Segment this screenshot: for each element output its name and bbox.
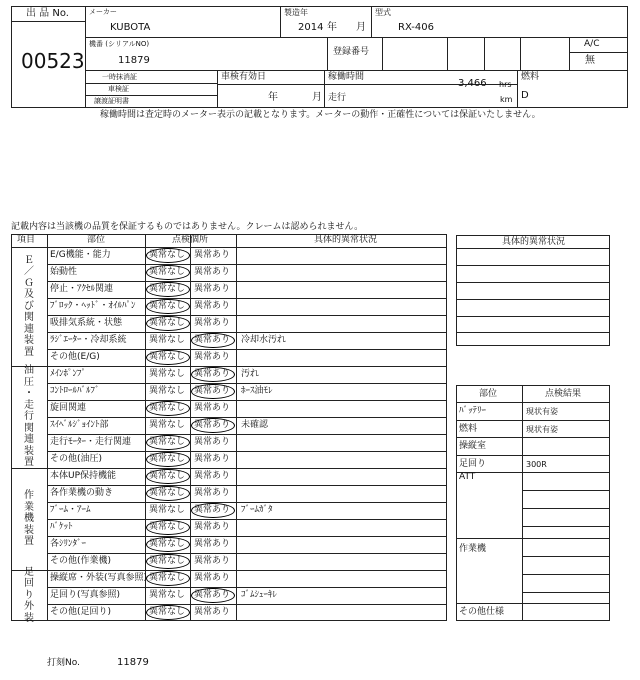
month-unit: 月 — [356, 22, 366, 33]
selection-circle — [191, 367, 235, 382]
selection-circle — [191, 384, 235, 399]
ng-option[interactable]: 異常あり — [194, 369, 231, 379]
ok-option[interactable]: 異常なし — [149, 335, 186, 345]
part-label: E/G機能・能力 — [50, 250, 111, 260]
ok-option[interactable]: 異常なし — [149, 352, 186, 362]
ng-option[interactable]: 異常あり — [194, 335, 231, 345]
selection-circle — [146, 452, 190, 467]
selection-circle — [191, 588, 235, 603]
ng-option[interactable]: 異常あり — [194, 420, 231, 430]
serial-label: 機番 (シリアルNO) — [89, 40, 150, 48]
selection-circle — [146, 486, 190, 501]
part-label: 各ｼﾘﾝﾀﾞｰ — [50, 539, 87, 549]
maker-value: KUBOTA — [110, 22, 151, 33]
part-label: 旋回関連 — [50, 403, 87, 413]
detail-box — [456, 235, 610, 346]
ac-value: 無 — [585, 55, 595, 66]
fuel-label: 燃料 — [521, 72, 540, 82]
temp-cert-label: 一時抹消証 — [102, 73, 137, 81]
lot-number: 00523 — [21, 49, 85, 73]
ok-option[interactable]: 異常なし — [149, 284, 186, 294]
detail-text: ﾎｰｽ油ﾓﾚ — [241, 386, 273, 396]
part-label: ﾌﾞﾛｯｸ・ﾍｯﾄﾞ・ｵｲﾙﾊﾟﾝ — [50, 301, 136, 311]
ng-option[interactable]: 異常あり — [194, 318, 231, 328]
ok-option[interactable]: 異常なし — [149, 318, 186, 328]
result-value: 300R — [526, 459, 547, 469]
selection-circle — [191, 503, 235, 518]
selection-circle — [146, 299, 190, 314]
ok-option[interactable]: 異常なし — [149, 369, 186, 379]
year-label: 製造年 — [284, 8, 308, 17]
ng-option[interactable]: 異常あり — [194, 301, 231, 311]
selection-circle — [146, 554, 190, 569]
maker-label: メーカー — [89, 8, 117, 16]
part-label: 吸排気系統・状態 — [50, 318, 123, 328]
travel-label: 走行 — [328, 93, 347, 103]
ok-option[interactable]: 異常なし — [149, 573, 186, 583]
group-label — [11, 566, 47, 624]
detail-box-header: 具体的異常状況 — [502, 237, 566, 247]
hours-label: 稼働時間 — [328, 72, 365, 82]
hours-unit: hrs — [499, 80, 512, 89]
part-label: ｽｲﾍﾞﾙｼﾞｮｲﾝﾄ部 — [50, 420, 109, 430]
col-detail: 具体的異常状況 — [314, 235, 378, 245]
selection-circle — [146, 401, 190, 416]
ng-option[interactable]: 異常あり — [194, 437, 231, 447]
ng-option[interactable]: 異常あり — [194, 522, 231, 532]
detail-text: ｺﾞﾑｼｭｰｷﾚ — [241, 590, 278, 600]
part-label: ﾊﾞｹｯﾄ — [50, 522, 73, 532]
result-value: 現状有姿 — [526, 407, 558, 416]
serial-value: 11879 — [118, 55, 150, 66]
ng-option[interactable]: 異常あり — [194, 267, 231, 277]
ok-option[interactable]: 異常なし — [149, 488, 186, 498]
inspect-year-unit: 年 — [268, 92, 278, 103]
selection-circle — [146, 571, 190, 586]
ng-option[interactable]: 異常あり — [194, 403, 231, 413]
group-label — [11, 366, 47, 468]
part-label: ﾗｼﾞｴｰﾀｰ・冷却系統 — [50, 335, 127, 345]
selection-circle — [146, 435, 190, 450]
ok-option[interactable]: 異常なし — [149, 454, 186, 464]
selection-circle — [146, 350, 190, 365]
part-label: その他(油圧) — [50, 454, 103, 464]
part-label: ｺﾝﾄﾛｰﾙﾊﾞﾙﾌﾞ — [50, 386, 100, 396]
selection-circle — [146, 469, 190, 484]
group-label-text: 作 業 機 装 置 — [24, 490, 34, 548]
reg-label: 登録番号 — [333, 47, 370, 57]
result-part: 操縦室 — [459, 441, 487, 451]
result-part: 足回り — [459, 458, 487, 469]
selection-circle — [191, 333, 235, 348]
detail-text: 冷却水汚れ — [241, 335, 287, 345]
col-part: 部位 — [87, 235, 106, 245]
ok-option[interactable]: 異常なし — [149, 471, 186, 481]
inspect-month-unit: 月 — [312, 92, 322, 103]
ok-option[interactable]: 異常なし — [149, 505, 186, 515]
selection-circle — [146, 282, 190, 297]
att-label: ATT — [459, 472, 476, 482]
result-col-result: 点検結果 — [545, 389, 582, 399]
part-label: 停止・ｱｸｾﾙ関連 — [50, 284, 114, 294]
ng-option[interactable]: 異常あり — [194, 556, 231, 566]
group-label-text: Ｅ ／ Ｇ 及 び 関 連 装 置 — [24, 254, 34, 358]
transfer-cert-label: 譲渡証明書 — [94, 97, 129, 105]
ng-option[interactable]: 異常あり — [194, 454, 231, 464]
ng-option[interactable]: 異常あり — [194, 352, 231, 362]
result-col-part: 部位 — [479, 389, 498, 399]
part-label: 始動性 — [50, 267, 78, 277]
ok-option[interactable]: 異常なし — [149, 607, 186, 617]
ac-label: A/C — [584, 39, 600, 49]
ok-option[interactable]: 異常なし — [149, 301, 186, 311]
ng-option[interactable]: 異常あり — [194, 471, 231, 481]
ng-option[interactable]: 異常あり — [194, 505, 231, 515]
result-part: ﾊﾞｯﾃﾘｰ — [459, 406, 487, 416]
part-label: ﾒｲﾝﾎﾟﾝﾌﾟ — [50, 369, 87, 379]
ng-option[interactable]: 異常あり — [194, 590, 231, 600]
selection-circle — [191, 418, 235, 433]
lot-label: 出 品 No. — [26, 8, 69, 19]
col-item: 項目 — [17, 235, 36, 245]
col-check: 点検個所 — [172, 235, 209, 245]
result-value: 現状有姿 — [526, 424, 558, 434]
ng-option[interactable]: 異常あり — [194, 386, 231, 396]
ok-option[interactable]: 異常なし — [149, 539, 186, 549]
part-label: その他(E/G) — [50, 352, 100, 362]
group-label — [11, 247, 47, 366]
model-label: 型式 — [375, 8, 391, 17]
selection-circle — [146, 605, 190, 620]
ok-option[interactable]: 異常なし — [149, 403, 186, 413]
ok-option[interactable]: 異常なし — [149, 556, 186, 566]
part-label: 各作業機の動き — [50, 488, 114, 498]
part-label: 足回り(写真参照) — [50, 590, 121, 600]
part-label: 操縦席・外装(写真参照) — [50, 573, 148, 583]
part-label: その他(足回り) — [50, 607, 112, 617]
other-spec-label: その他仕様 — [459, 607, 505, 617]
ng-option[interactable]: 異常あり — [194, 250, 231, 260]
detail-text: 未確認 — [241, 420, 269, 430]
selection-circle — [146, 265, 190, 280]
inspect-valid-label: 車検有効日 — [221, 72, 267, 82]
selection-circle — [146, 248, 190, 263]
selection-circle — [146, 537, 190, 552]
km-unit: km — [500, 95, 513, 104]
group-label-text: 油 圧 ・ 走 行 関 連 装 置 — [24, 365, 34, 469]
ng-option[interactable]: 異常あり — [194, 573, 231, 583]
part-label: 本体UP保持機能 — [50, 471, 117, 481]
ok-option[interactable]: 異常なし — [149, 386, 186, 396]
ng-option[interactable]: 異常あり — [194, 607, 231, 617]
stamp-label: 打刻No. — [47, 658, 80, 668]
ng-option[interactable]: 異常あり — [194, 539, 231, 549]
ok-option[interactable]: 異常なし — [149, 267, 186, 277]
ok-option[interactable]: 異常なし — [149, 420, 186, 430]
group-label-text: 足 回 り 外 装 — [24, 566, 34, 624]
ok-option[interactable]: 異常なし — [149, 590, 186, 600]
part-label: 走行ﾓｰﾀｰ・走行関連 — [50, 437, 132, 447]
result-part: 燃料 — [459, 423, 478, 434]
ok-option[interactable]: 異常なし — [149, 437, 186, 447]
selection-circle — [146, 316, 190, 331]
detail-text: ﾌﾞｰﾑｶﾞﾀ — [241, 505, 273, 515]
group-label — [11, 468, 47, 570]
ng-option[interactable]: 異常あり — [194, 284, 231, 294]
inspect-cert-label: 車検証 — [108, 85, 129, 93]
year-value: 2014 — [298, 22, 324, 33]
hours-note: 稼働時間は査定時のメーター表示の記載となります。メーターの動作・正確性については保証いたしません。 — [100, 110, 541, 120]
ok-option[interactable]: 異常なし — [149, 522, 186, 532]
stamp-value: 11879 — [117, 657, 149, 668]
disclaimer: 記載内容は当該機の品質を保証するものではありません。クレームは認められません。 — [11, 222, 364, 232]
part-label: ﾌﾞｰﾑ・ｱｰﾑ — [50, 505, 91, 515]
ok-option[interactable]: 異常なし — [149, 250, 186, 260]
part-label: その他(作業機) — [50, 556, 112, 566]
ng-option[interactable]: 異常あり — [194, 488, 231, 498]
year-unit: 年 — [327, 22, 337, 33]
detail-text: 汚れ — [241, 369, 260, 379]
work-label: 作業機 — [459, 544, 487, 554]
fuel-value: D — [521, 90, 529, 101]
hours-value: 3,466 — [458, 78, 487, 89]
model-value: RX-406 — [398, 22, 434, 33]
selection-circle — [146, 520, 190, 535]
